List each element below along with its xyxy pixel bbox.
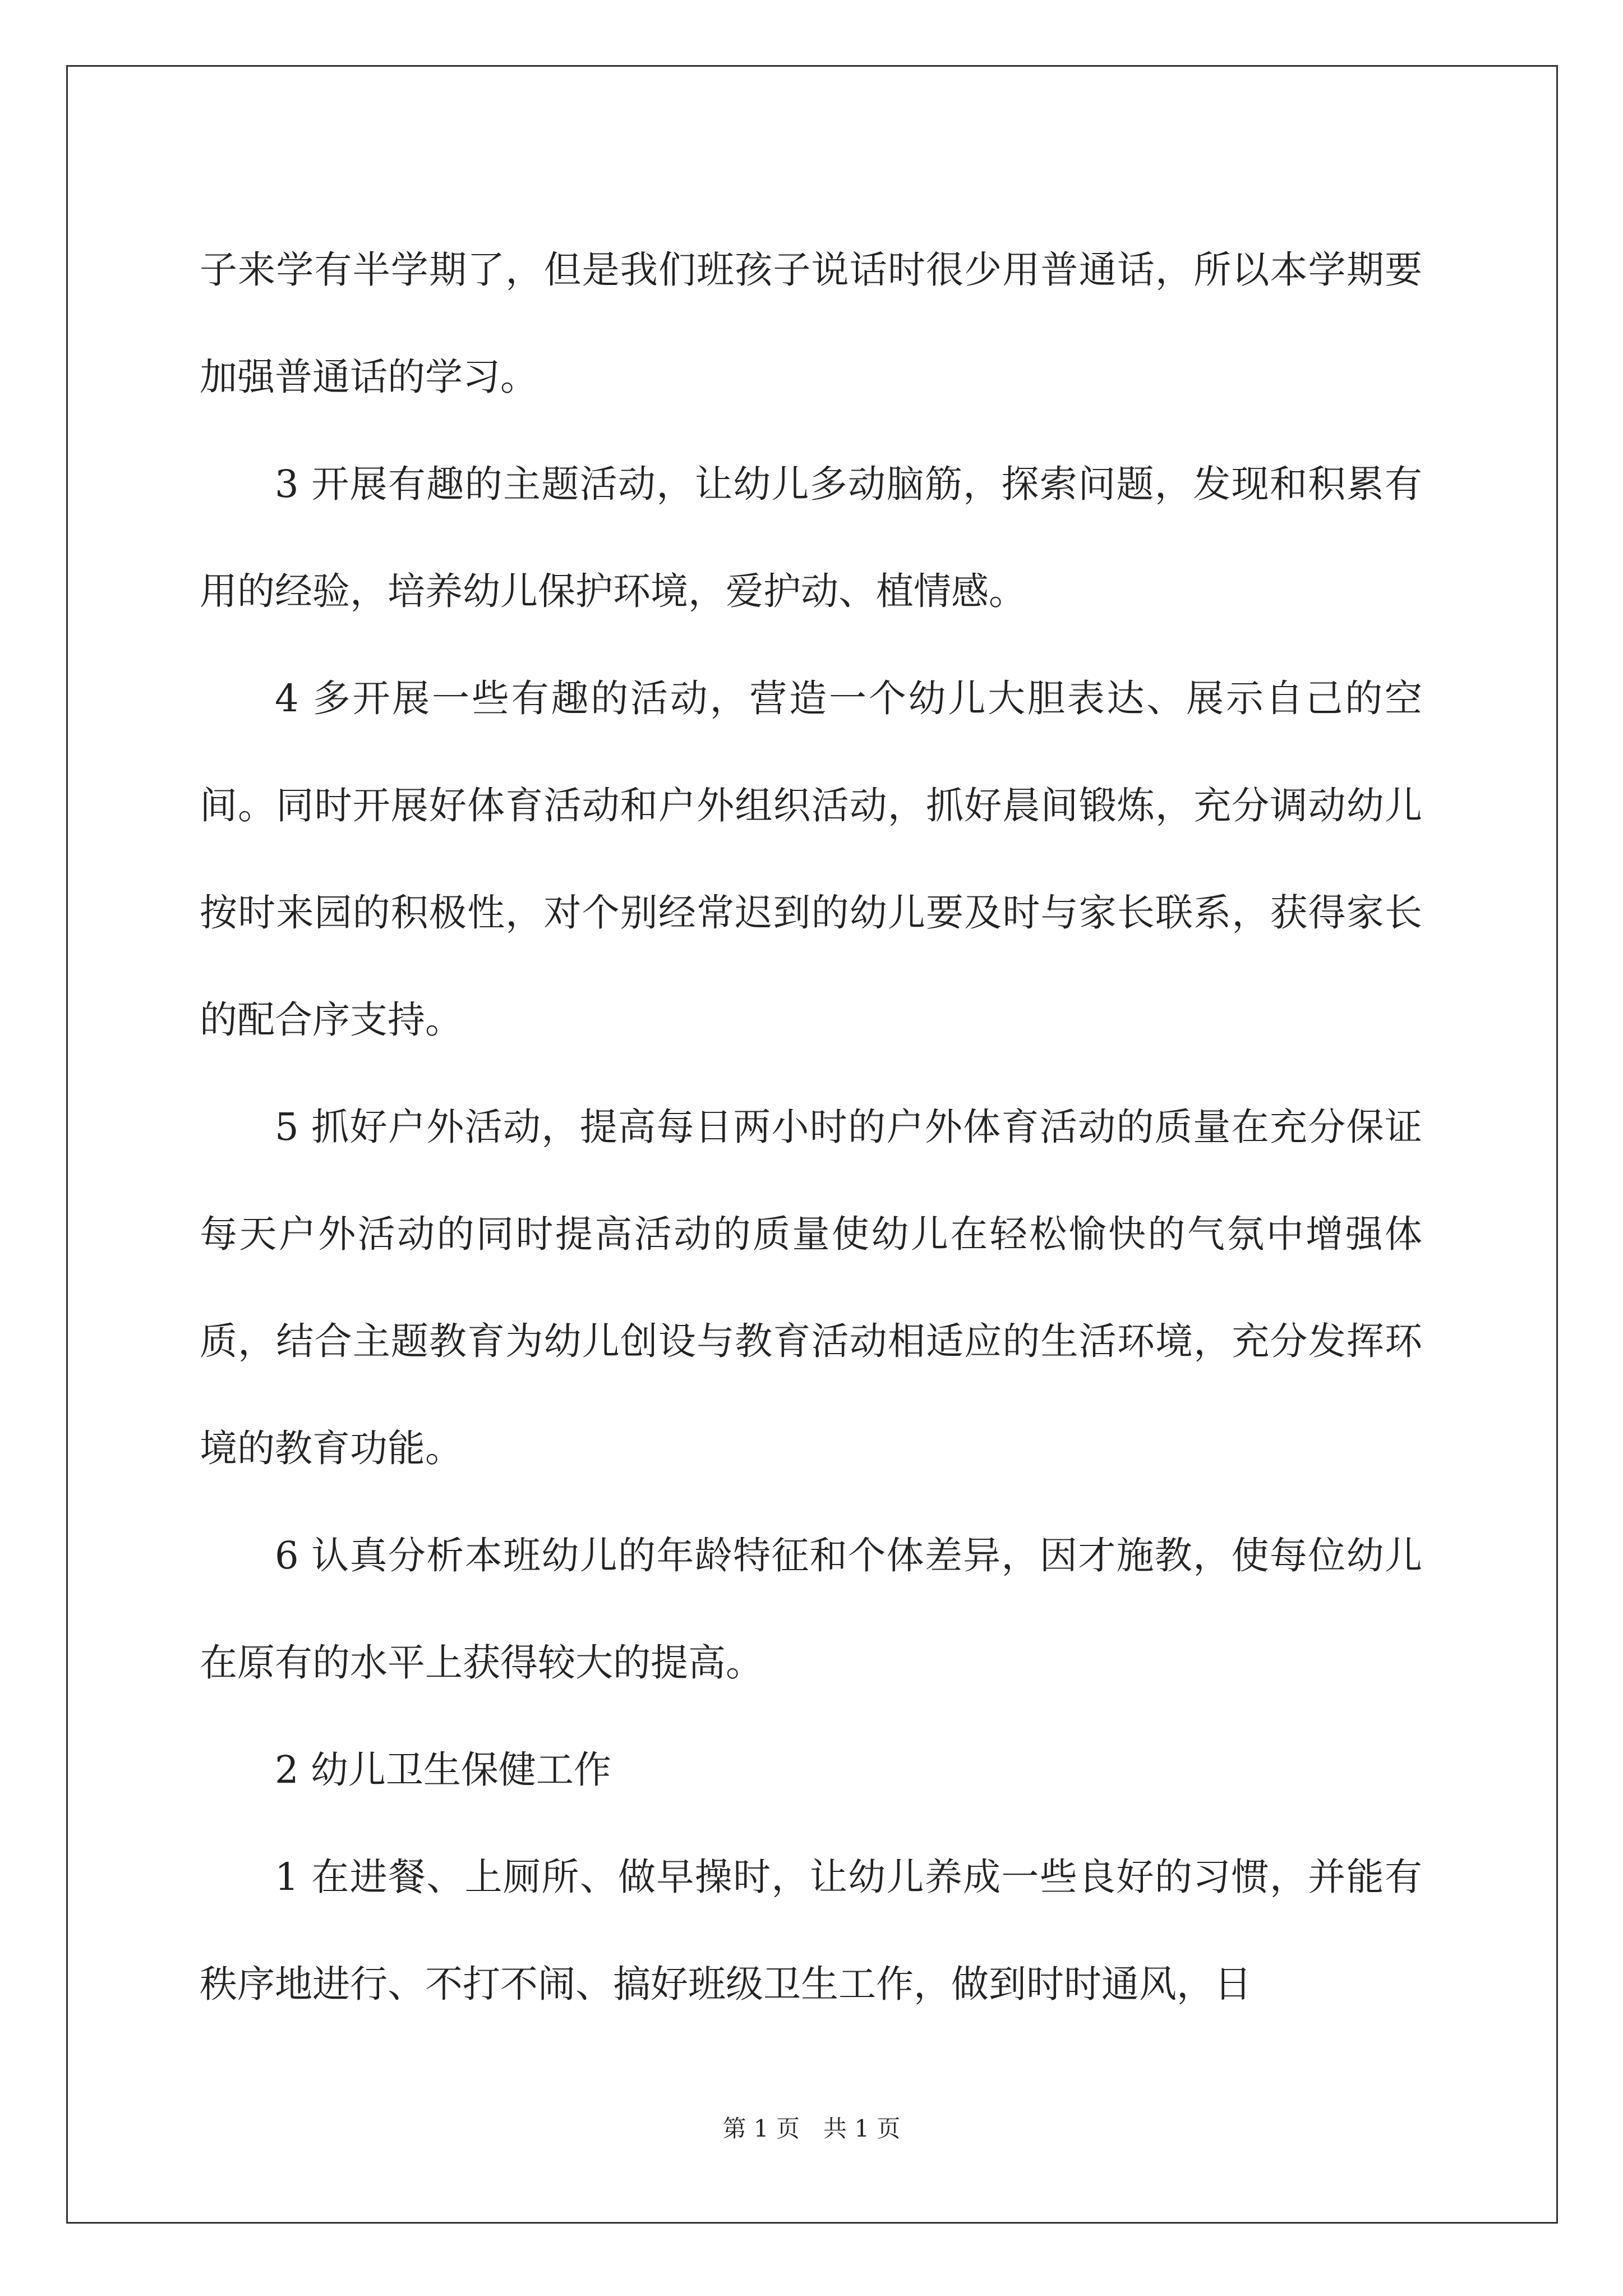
- page-number: 第 1 页: [722, 2115, 800, 2142]
- page-footer: [0, 2112, 1623, 2146]
- section-heading: 2 幼儿卫生保健工作: [275, 1748, 611, 1792]
- paragraph-5: 6 认真分析本班幼儿的年龄特征和个体差异，因才施教，使每位幼儿在原有的水平上获得较大的提高。: [200, 1534, 1422, 1685]
- paragraph-4: 5 抓好户外活动，提高每日两小时的户外体育活动的质量在充分保证每天户外活动的同时提高活动的质量使幼儿在轻松愉快的气氛中增强体质，结合主题教育为幼儿创设与教育活动相适应的生活环境，充分发挥环境的教育功能。: [200, 1105, 1422, 1470]
- paragraph-3: 4 多开展一些有趣的活动，营造一个幼儿大胆表达、展示自己的空间。同时开展好体育活动和户外组织活动，抓好晨间锻炼，充分调动幼儿按时来园的积极性，对个别经常迟到的幼儿要及时与家长联系，获得家长的配合序支持。: [200, 677, 1422, 1042]
- paragraph-1: 子来学有半学期了，但是我们班孩子说话时很少用普通话，所以本学期要加强普通话的学习。: [200, 248, 1422, 399]
- paragraph-6: 1 在进餐、上厕所、做早操时，让幼儿养成一些良好的习惯，并能有秩序地进行、不打不闹、搞好班级卫生工作，做到时时通风，日: [200, 1855, 1422, 2006]
- page-total: 共 1 页: [823, 2115, 901, 2142]
- document-body: [200, 217, 1422, 2038]
- paragraph-2: 3 开展有趣的主题活动，让幼儿多动脑筋，探索问题，发现和积累有用的经验，培养幼儿保护环境，爱护动、植情感。: [200, 462, 1422, 613]
